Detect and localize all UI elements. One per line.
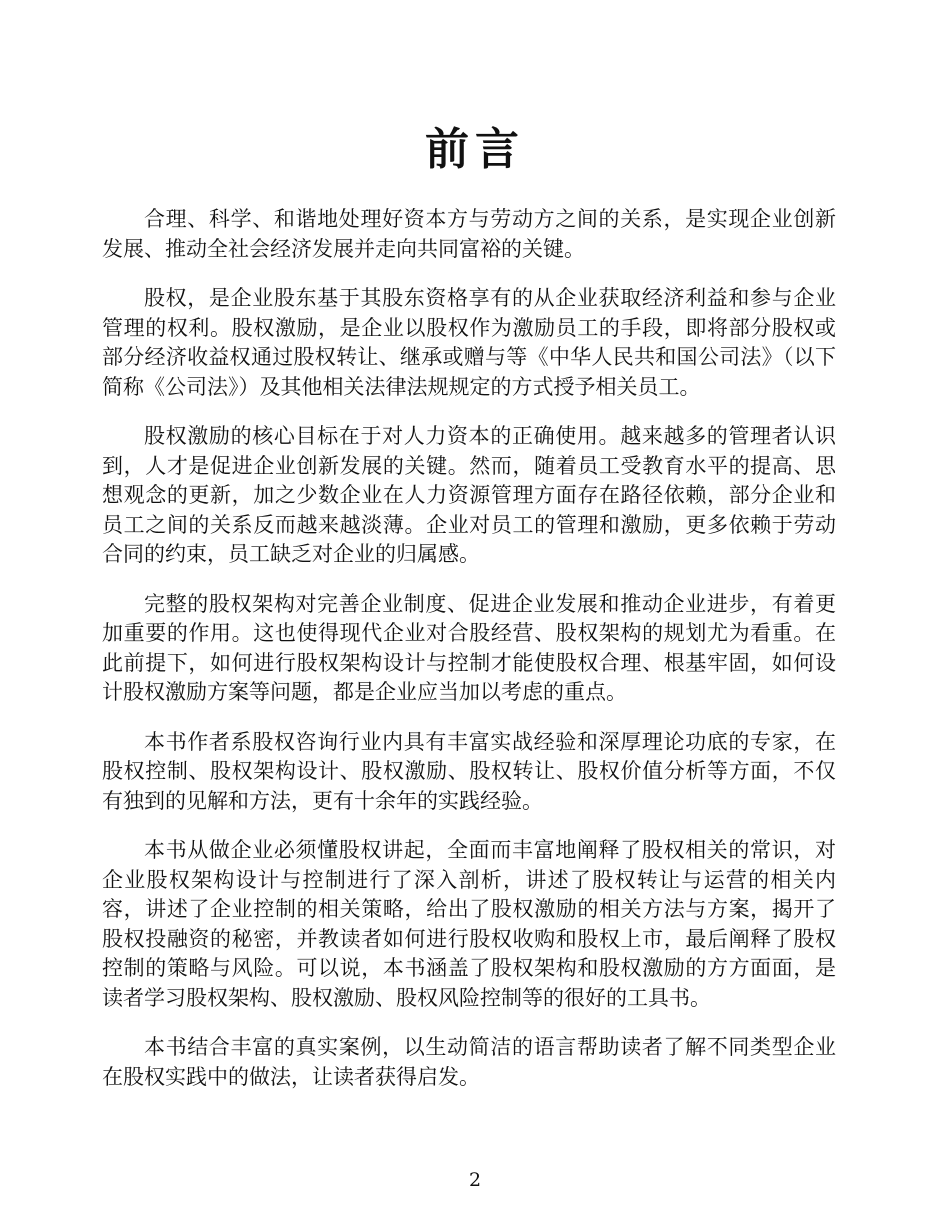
paragraph-2: 股权，是企业股东基于其股东资格享有的从企业获取经济利益和参与企业管理的权利。股权激励，是企业以股权作为激励员工的手段，即将部分股权或部分经济收益权通过股权转让、继承或赠与等《中华人民共和国公司法》（以下简称《公司法》）及其他相关法律法规规定的方式授予相关员工。: [102, 286, 836, 399]
preface-body: [102, 205, 836, 1112]
paragraph-5: 本书作者系股权咨询行业内具有丰富实战经验和深厚理论功底的专家，在股权控制、股权架构设计、股权激励、股权转让、股权价值分析等方面，不仅有独到的见解和方法，更有十余年的实践经验。: [102, 729, 836, 813]
paragraph-6: 本书从做企业必须懂股权讲起，全面而丰富地阐释了股权相关的常识，对企业股权架构设计与控制进行了深入剖析，讲述了股权转让与运营的相关内容，讲述了企业控制的相关策略，给出了股权激励的相关方法与方案，揭开了股权投融资的秘密，并教读者如何进行股权收购和股权上市，最后阐释了股权控制的策略与风险。可以说，本书涵盖了股权架构和股权激励的方方面面，是读者学习股权架构、股权激励、股权风险控制等的很好的工具书。: [102, 838, 836, 1010]
paragraph-1: 合理、科学、和谐地处理好资本方与劳动方之间的关系，是实现企业创新发展、推动全社会经济发展并走向共同富裕的关键。: [102, 207, 836, 261]
paragraph-7: 本书结合丰富的真实案例，以生动简洁的语言帮助读者了解不同类型企业在股权实践中的做法，让读者获得启发。: [102, 1035, 836, 1089]
page-title: 前言: [425, 124, 525, 175]
page-number: 2: [468, 1169, 482, 1191]
paragraph-3: 股权激励的核心目标在于对人力资本的正确使用。越来越多的管理者认识到，人才是促进企业创新发展的关键。然而，随着员工受教育水平的提高、思想观念的更新，加之少数企业在人力资源管理方面存在路径依赖，部分企业和员工之间的关系反而越来越淡薄。企业对员工的管理和激励，更多依赖于劳动合同的约束，员工缺乏对企业的归属感。: [102, 424, 836, 566]
paragraph-4: 完整的股权架构对完善企业制度、促进企业发展和推动企业进步，有着更加重要的作用。这也使得现代企业对合股经营、股权架构的规划尤为看重。在此前提下，如何进行股权架构设计与控制才能使股权合理、根基牢固，如何设计股权激励方案等问题，都是企业应当加以考虑的重点。: [102, 591, 836, 704]
